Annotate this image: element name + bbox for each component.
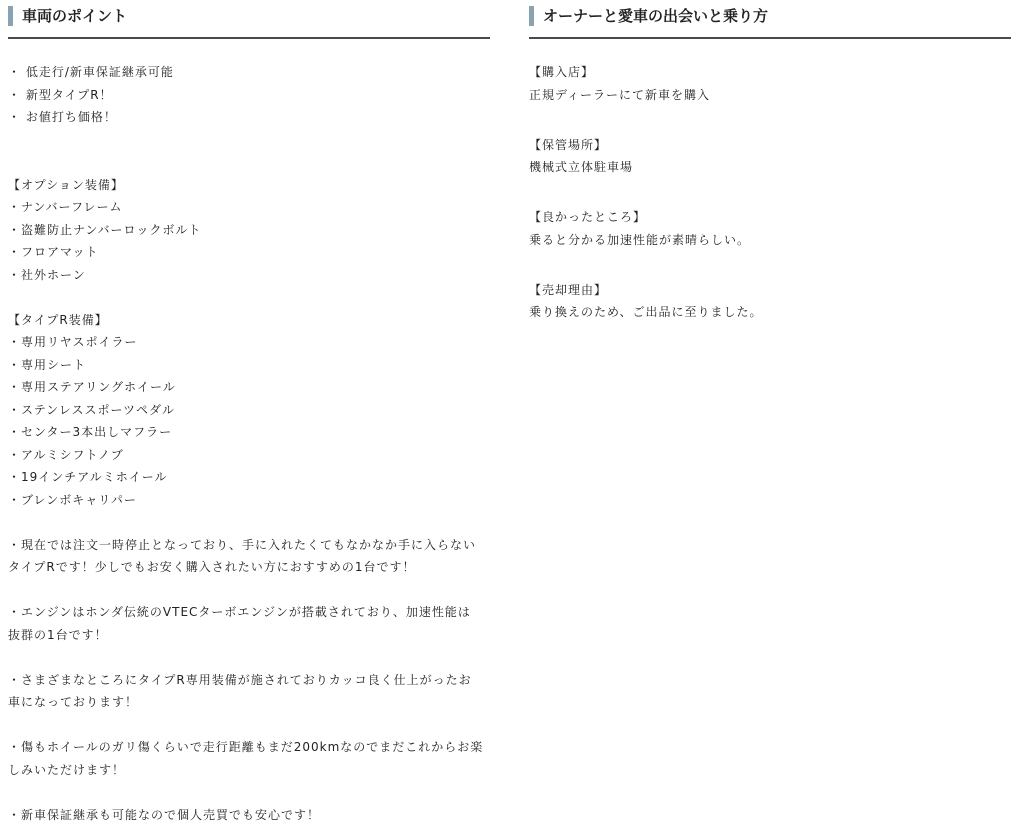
storage-location-group <box>529 134 763 207</box>
good-points-label: 【良かったところ】 <box>529 206 763 229</box>
typer-equipment-item: ・19インチアルミホイール <box>8 466 483 489</box>
good-points-group <box>529 206 763 279</box>
point-item: ・ お値打ち価格！ <box>8 106 483 129</box>
typer-equipment-item: ・アルミシフトノブ <box>8 444 483 467</box>
point-item: ・ 新型タイプR！ <box>8 84 483 107</box>
paragraph-line: ・現在では注文一時停止となっており、手に入れたくてもなかなか手に入らない <box>8 534 483 557</box>
owner-story-header <box>529 0 1011 39</box>
typer-equipment-item: ・専用シート <box>8 354 483 377</box>
purchase-store-value: 正規ディーラーにて新車を購入 <box>529 84 763 107</box>
paragraph-line: ・傷もホイールのガリ傷くらいで走行距離もまだ200kmなのでまだこれからお楽 <box>8 736 483 759</box>
paragraph-line: ・エンジンはホンダ伝統のVTECターボエンジンが搭載されており、加速性能は <box>8 601 483 624</box>
storage-location-label: 【保管場所】 <box>529 134 763 157</box>
point-item: ・ 低走行/新車保証継承可能 <box>8 61 483 84</box>
typer-equipment-heading: 【タイプR装備】 <box>8 309 483 332</box>
option-item: ・フロアマット <box>8 241 483 264</box>
typer-equipment-item: ・センター3本出しマフラー <box>8 421 483 444</box>
typer-equipment-item: ・専用リヤスポイラー <box>8 331 483 354</box>
option-item: ・盗難防止ナンバーロックボルト <box>8 219 483 242</box>
storage-location-value: 機械式立体駐車場 <box>529 156 763 179</box>
paragraph-line: ・さまざまなところにタイプR専用装備が施されておりカッコ良く仕上がったお <box>8 669 483 692</box>
paragraph-line: ・新車保証継承も可能なので個人売買でも安心です！ <box>8 804 483 826</box>
good-points-value: 乗ると分かる加速性能が素晴らしい。 <box>529 229 763 252</box>
paragraph-line: タイプRです！少しでもお安く購入されたい方におすすめの1台です！ <box>8 556 483 579</box>
sale-reason-group <box>529 279 763 352</box>
vehicle-points-title: 車両のポイント <box>22 6 127 26</box>
typer-equipment-item: ・ステンレススポーツペダル <box>8 399 483 422</box>
vehicle-points-body <box>8 61 483 826</box>
typer-equipment-item: ・ブレンボキャリパー <box>8 489 483 512</box>
typer-equipment-item: ・専用ステアリングホイール <box>8 376 483 399</box>
option-item: ・社外ホーン <box>8 264 483 287</box>
paragraph-line: 車になっております！ <box>8 691 483 714</box>
purchase-store-label: 【購入店】 <box>529 61 763 84</box>
option-item: ・ナンバーフレーム <box>8 196 483 219</box>
owner-story-section <box>529 0 1011 39</box>
purchase-store-group <box>529 61 763 134</box>
vehicle-points-header <box>8 0 490 39</box>
sale-reason-value: 乗り換えのため、ご出品に至りました。 <box>529 301 763 324</box>
heading-accent-bar <box>529 6 534 26</box>
options-heading: 【オプション装備】 <box>8 174 483 197</box>
heading-accent-bar <box>8 6 13 26</box>
paragraph-line: 抜群の1台です！ <box>8 624 483 647</box>
sale-reason-label: 【売却理由】 <box>529 279 763 302</box>
owner-story-body <box>529 61 763 351</box>
paragraph-line: しみいただけます！ <box>8 759 483 782</box>
owner-story-title: オーナーと愛車の出会いと乗り方 <box>543 6 768 26</box>
vehicle-points-section <box>8 0 490 39</box>
